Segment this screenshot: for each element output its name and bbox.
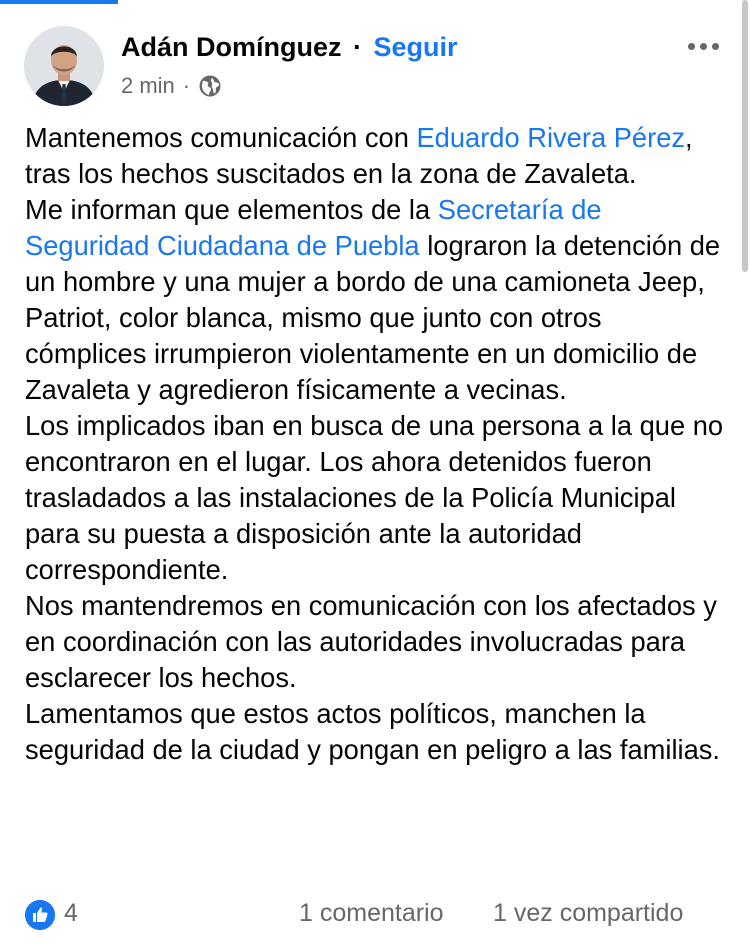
share-count[interactable]: 1 vez compartido [493,899,684,927]
more-dot [712,43,719,50]
post-paragraph: Los implicados iban en busca de una persona a la que no encontraron en el lugar. Los ahora detenidos fueron trasladados a las instalaciones de la Policía Municipal para su puesta a disposición ante la autoridad correspondiente. [25,410,724,585]
avatar-photo [24,26,104,106]
globe-icon[interactable] [198,74,222,98]
reaction-count[interactable]: 4 [64,899,78,927]
follow-button[interactable]: Seguir [373,32,458,62]
author-name[interactable]: Adán Domínguez [121,32,342,62]
meta-separator: · [182,73,191,98]
post-header [121,32,458,63]
more-dot [700,43,707,50]
like-icon[interactable] [25,900,55,930]
more-dot [688,43,695,50]
avatar[interactable] [24,26,104,106]
post-time[interactable]: 2 min [121,73,175,98]
post-text-segment: lograron la detención de un hombre y una mujer a bordo de una camioneta Jeep, Patriot, color blanca, mismo que junto con otros cómplices irrumpieron violentamente en un domicilio de Zavaleta y agredieron físicamente a vecinas. [25,230,721,405]
post-body [25,120,730,768]
mention-link[interactable]: Eduardo Rivera Pérez [416,122,686,153]
post-meta [121,73,222,99]
header-separator: · [353,32,363,62]
post-paragraph [25,120,730,192]
comment-count[interactable]: 1 comentario [299,899,444,927]
more-options-icon[interactable] [688,36,724,56]
post-text-segment: Mantenemos comunicación con [25,122,417,153]
scrollbar[interactable] [742,0,748,272]
post-text-segment: Me informan que elementos de la [25,194,438,225]
post-paragraph: Nos mantendremos en comunicación con los afectados y en coordinación con las autoridades involucradas para esclarecer los hechos. [25,590,717,693]
mention-link[interactable]: Secretaría de Seguridad Ciudadana de Puebla [25,194,602,261]
post-text-segment: , tras los hechos suscitados en la zona de Zavaleta. [25,122,693,189]
post-paragraph: Lamentamos que estos actos políticos, manchen la seguridad de la ciudad y pongan en peligro a las familias. [25,698,721,765]
active-tab-indicator [0,0,118,4]
post-paragraph [25,192,730,408]
post-footer [0,888,750,938]
